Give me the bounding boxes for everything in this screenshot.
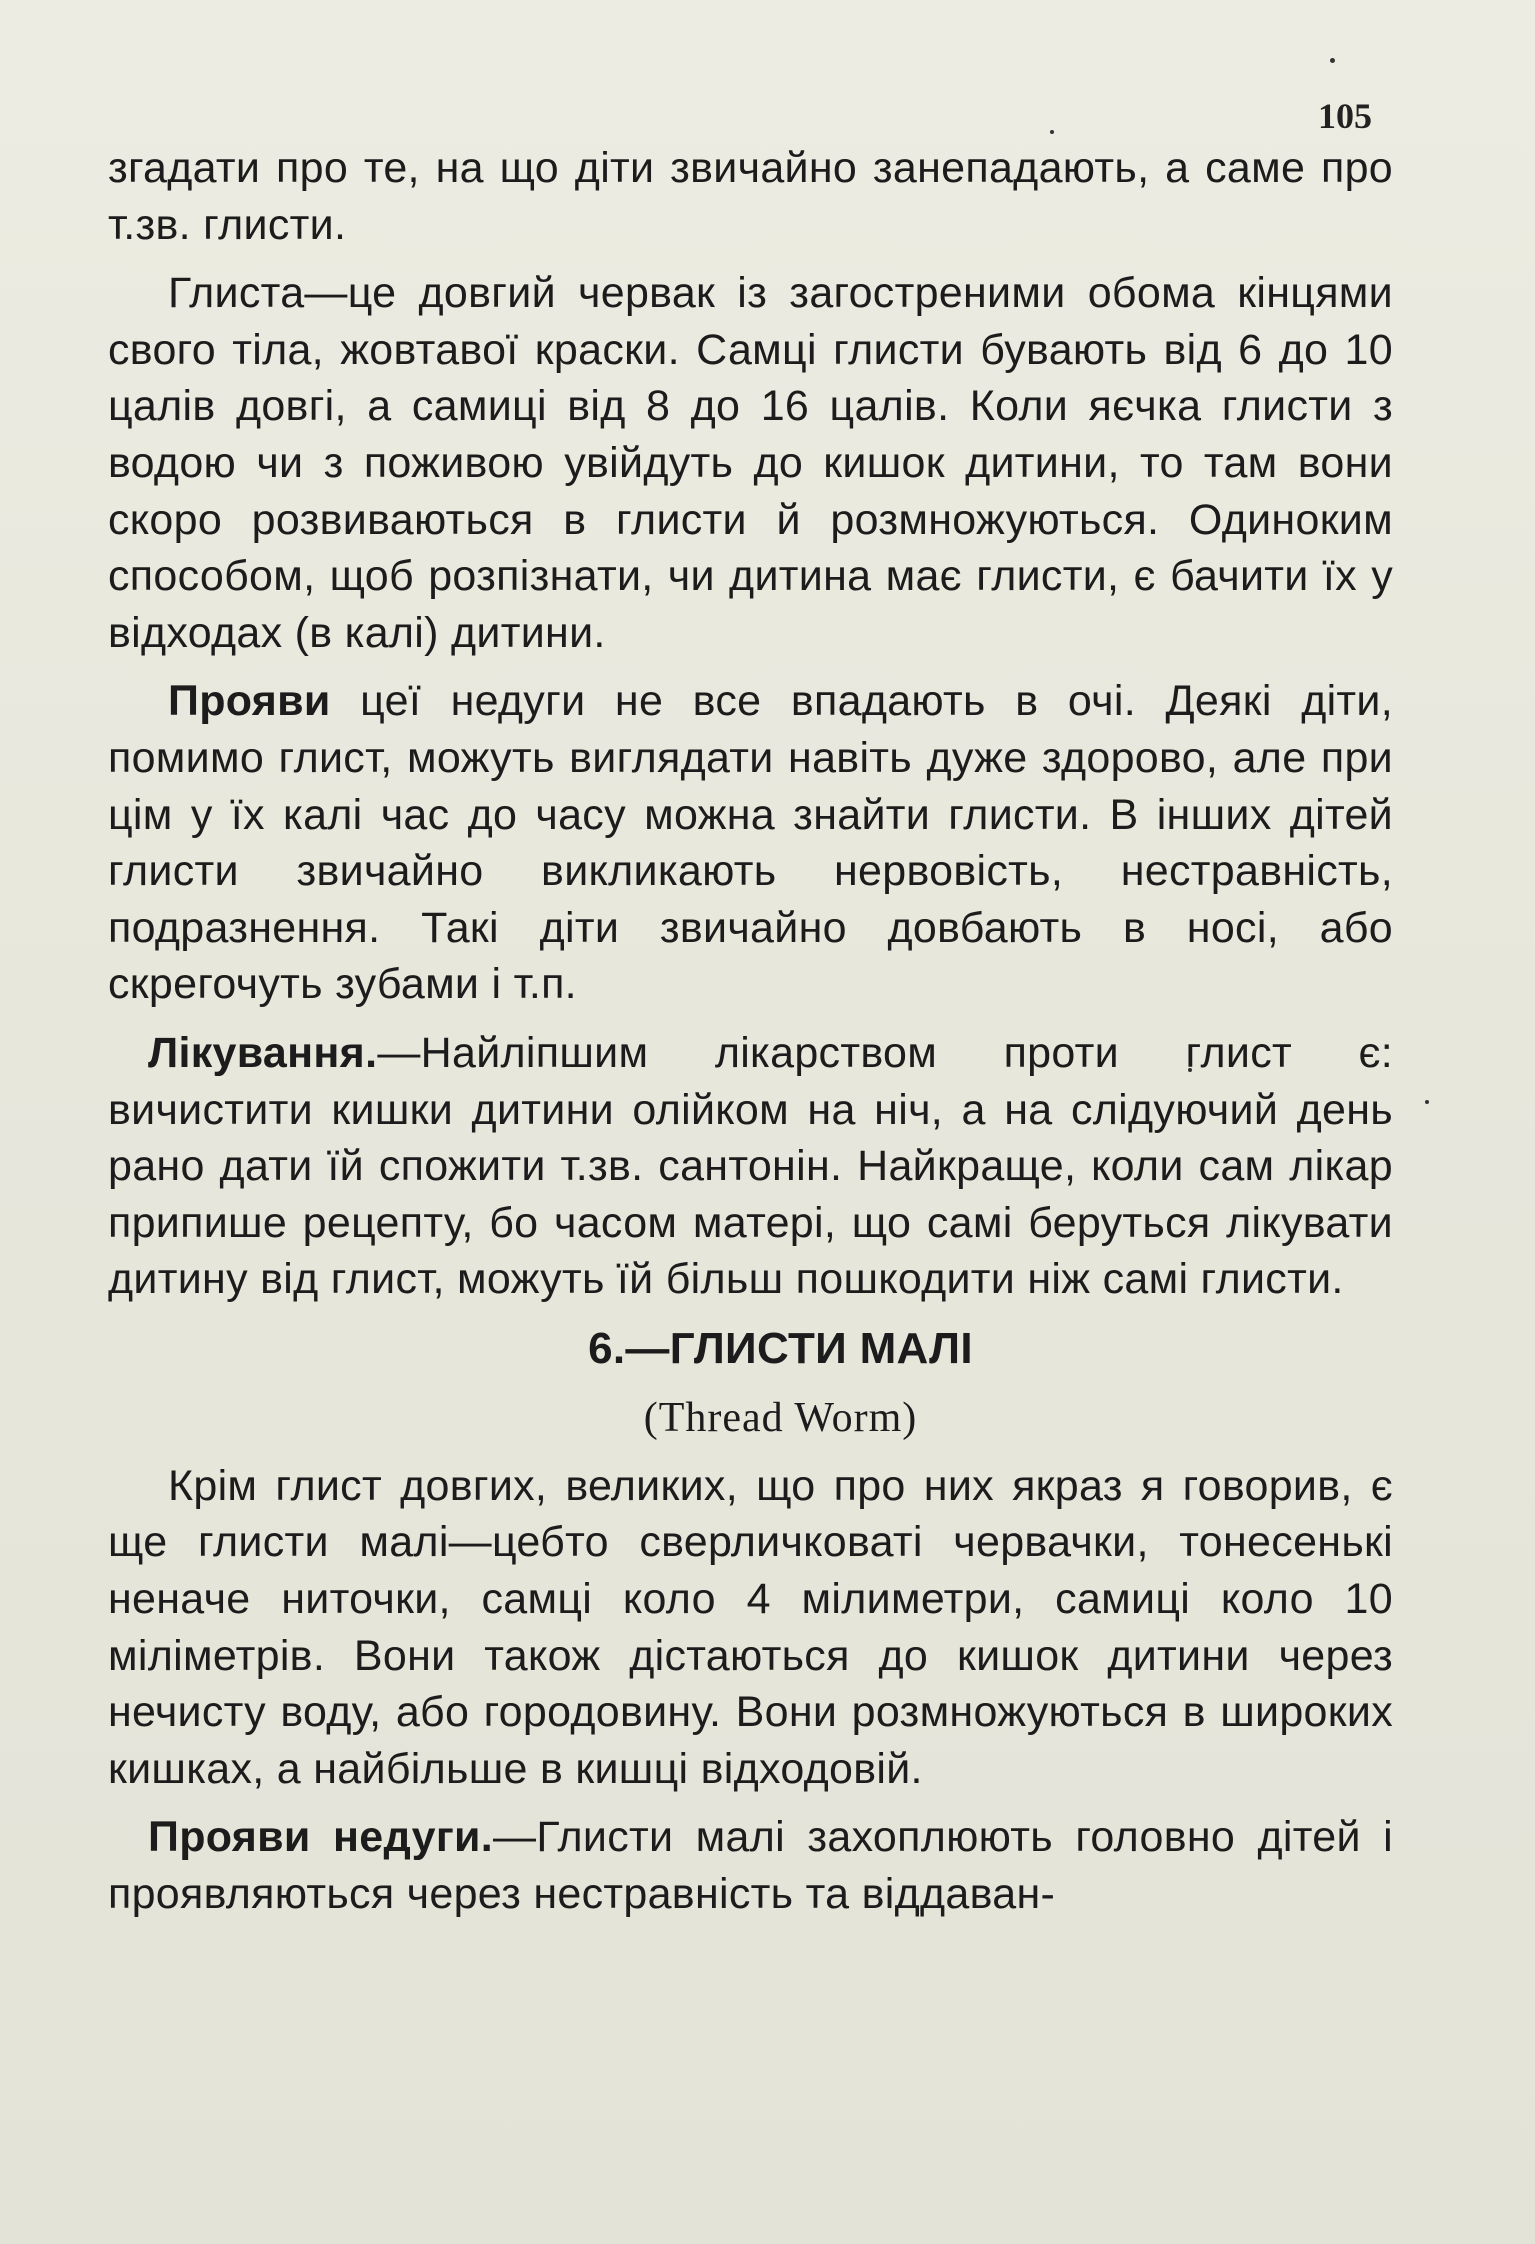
speck-decoration (1425, 1100, 1429, 1104)
paragraph-treatment (108, 1025, 1393, 1308)
body-text (108, 140, 1393, 1935)
page-number: 105 (1318, 96, 1372, 136)
treatment-text: —Найліпшим лікарством проти глист є: вичистити кишки дитини олійком на ніч, а на слідуючий день рано дати їй спожити т.зв. сантонін. Найкраще, коли сам лікар припише рецепту, бо часом матері, що самі беруться лікувати дитину від глист, можуть їй більш пошкодити ніж самі глисти. (108, 1028, 1393, 1304)
paragraph-small-worms: Крім глист довгих, великих, що про них якраз я говорив, є ще глисти малі—цебто сверличковаті червачки, тонесенькі неначе ниточки, самці коло 4 мілиметри, самиці коло 10 міліметрів. Вони також дістаються до кишок дитини через нечисту воду, або городовину. Вони розмножуються в широких кишках, а найбільше в кишці відходовій. (108, 1461, 1393, 1793)
section-heading: 6.—ГЛИСТИ МАЛІ (588, 1323, 973, 1373)
paragraph-description: Глиста—це довгий червак із загостреними обома кінцями свого тіла, жовтавої краски. Самці глисти бувають від 6 до 10 цалів довгі, а самиці від 8 до 16 цалів. Коли яєчка глисти з водою чи з поживою увійдуть до кишок дитини, то там вони скоро розвиваються в глисти й розмножуються. Одиноким способом, щоб розпізнати, чи дитина має глисти, є бачити їх у відходах (в калі) дитини. (108, 269, 1393, 657)
small-symptoms-lead: Прояви недуги. (148, 1813, 494, 1862)
speck-decoration (1050, 130, 1054, 134)
paragraph-intro: згадати про те, на що діти звичайно занепадають, а саме про т.зв. глисти. (108, 144, 1393, 249)
paragraph-small-symptoms (108, 1809, 1393, 1922)
speck-decoration (1330, 58, 1335, 63)
small-symptoms-text: —Глисти малі захоплюють головно дітей і проявляються через нестравність та віддаван- (108, 1813, 1393, 1919)
treatment-lead: Лікування. (148, 1028, 378, 1077)
symptoms-lead: Прояви (168, 677, 331, 726)
section-subheading: (Thread Worm) (643, 1394, 918, 1441)
symptoms-text: цеї недуги не все впадають в очі. Деякі діти, помимо глист, можуть виглядати навіть дуже здорово, але при цім у їх калі час до часу можна знайти глисти. В інших дітей глисти звичайно викликають нервовість, нестравність, подразнення. Такі діти звичайно довбають в носі, або скрегочуть зубами і т.п. (108, 677, 1393, 1009)
paragraph-symptoms (108, 673, 1393, 1013)
